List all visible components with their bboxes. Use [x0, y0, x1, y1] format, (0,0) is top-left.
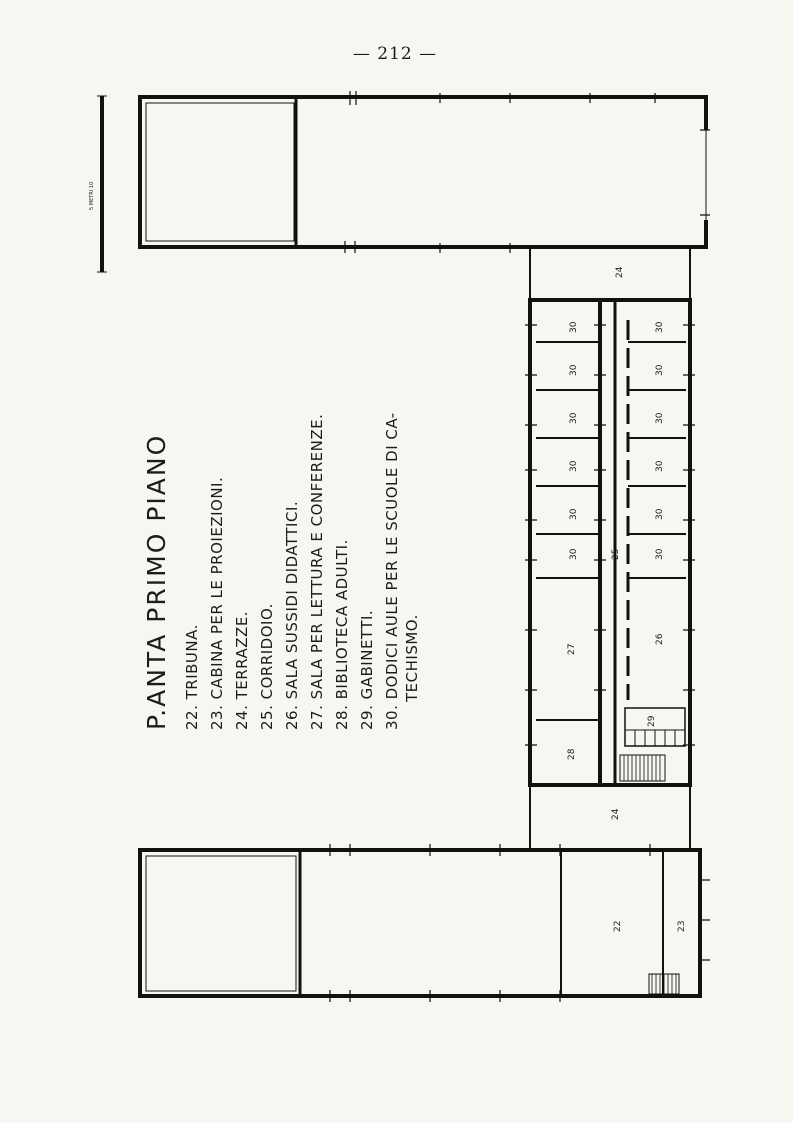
- legend-item: 29. GABINETTI.: [358, 609, 376, 730]
- room-label-25: 25: [611, 548, 621, 560]
- legend-item: 27. SALA PER LETTURA E CONFERENZE.: [308, 413, 326, 730]
- scale-label: 5 METRI 10: [89, 181, 95, 210]
- room-label-29: 29: [647, 715, 657, 727]
- room-label-30: 30: [569, 364, 579, 376]
- legend-item: 28. BIBLIOTECA ADULTI.: [333, 539, 351, 730]
- room-label-27: 27: [567, 643, 577, 655]
- legend-item: TECHISMO.: [403, 614, 421, 702]
- room-label-30: 30: [655, 364, 665, 376]
- room-label-30: 30: [655, 412, 665, 424]
- room-label-24: 24: [615, 266, 625, 278]
- room-label-24: 24: [611, 808, 621, 820]
- room-label-30: 30: [569, 548, 579, 560]
- legend-item: 30. DODICI AULE PER LE SCUOLE DI CA-: [383, 412, 401, 730]
- central-block: [530, 248, 690, 849]
- room-label-26: 26: [655, 633, 665, 645]
- room-label-22: 22: [613, 920, 623, 932]
- room-label-30: 30: [569, 508, 579, 520]
- legend-block: [142, 412, 421, 730]
- room-label-30: 30: [655, 321, 665, 333]
- room-label-30: 30: [655, 548, 665, 560]
- legend-item: 22. TRIBUNA.: [183, 624, 201, 730]
- top-wing: [140, 97, 706, 247]
- room-label-30: 30: [655, 508, 665, 520]
- legend-item: 23. CABINA PER LE PROIEZIONI.: [208, 476, 226, 730]
- scale-bar: [89, 96, 107, 272]
- room-label-23: 23: [677, 920, 687, 932]
- page-number: — 212 —: [352, 44, 438, 64]
- plan-title: P.ANTA PRIMO PIANO: [142, 433, 171, 730]
- legend-item: 25. CORRIDOIO.: [258, 603, 276, 730]
- legend-item: 26. SALA SUSSIDI DIDATTICI.: [283, 500, 301, 730]
- room-label-28: 28: [567, 748, 577, 760]
- room-label-30: 30: [569, 412, 579, 424]
- legend-item: 24. TERRAZZE.: [233, 610, 251, 730]
- room-label-30: 30: [569, 460, 579, 472]
- room-label-30: 30: [569, 321, 579, 333]
- room-label-30: 30: [655, 460, 665, 472]
